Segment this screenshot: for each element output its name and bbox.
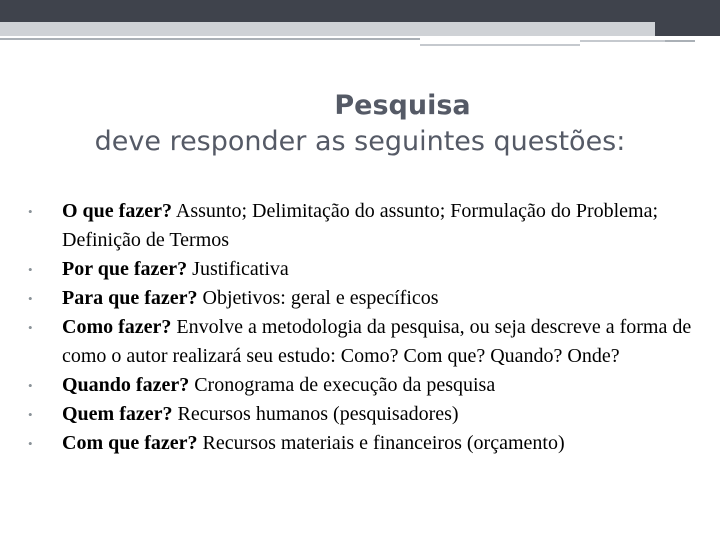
list-item (28, 255, 698, 284)
bullet-icon: • (28, 436, 33, 451)
header-stripe (580, 40, 665, 42)
header-stripe (665, 40, 695, 42)
question-list (28, 197, 698, 458)
list-item (28, 429, 698, 458)
answer-text: Envolve a metodologia da pesquisa, ou seja descreve a forma de como o autor realizará seu estudo: Como? Com que? Quando? Onde? (62, 316, 692, 367)
header-stripe (420, 44, 580, 46)
slide-title-line-1: Pesquisa (334, 90, 471, 121)
bullet-icon: • (28, 378, 33, 393)
answer-text: Recursos humanos (pesquisadores) (172, 403, 459, 425)
bullet-icon: • (28, 291, 33, 306)
header-band-light (0, 22, 655, 36)
list-item (28, 400, 698, 429)
list-item (28, 371, 698, 400)
slide-title-line-2: deve responder as seguintes questões: (94, 126, 626, 157)
answer-text: Objetivos: geral e específicos (197, 287, 439, 309)
question-label: Com que fazer? (62, 432, 198, 454)
header-band-dark (0, 0, 720, 22)
list-item (28, 313, 698, 371)
list-item (28, 284, 698, 313)
answer-text: Recursos materiais e financeiros (orçamento) (197, 432, 565, 454)
question-label: Quem fazer? (62, 403, 173, 425)
bullet-icon: • (28, 320, 33, 335)
answer-text: Assunto; Delimitação do assunto; Formulação do Problema; Definição de Termos (62, 200, 659, 251)
question-label: Quando fazer? (62, 374, 190, 396)
answer-text: Justificativa (187, 258, 289, 280)
bullet-icon: • (28, 262, 33, 277)
question-label: Por que fazer? (62, 258, 188, 280)
bullet-icon: • (28, 407, 33, 422)
header-corner-block (655, 0, 720, 36)
list-item (28, 197, 698, 255)
answer-text: Cronograma de execução da pesquisa (189, 374, 496, 396)
question-label: Para que fazer? (62, 287, 198, 309)
header-stripe (0, 38, 420, 40)
slide-title (0, 88, 720, 160)
question-label: O que fazer? (62, 200, 172, 222)
question-label: Como fazer? (62, 316, 172, 338)
bullet-icon: • (28, 204, 33, 219)
